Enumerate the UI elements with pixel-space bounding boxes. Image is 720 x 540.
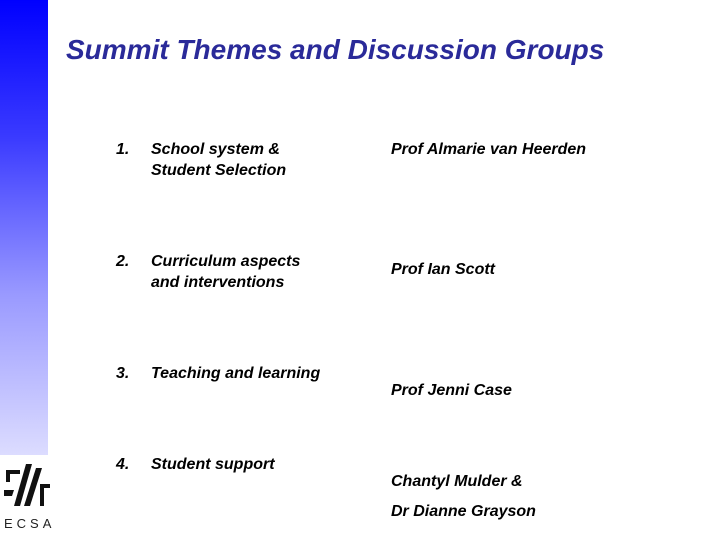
- group-1-number: 1.: [116, 141, 130, 158]
- group-3-topic-line1: Teaching and learning: [151, 365, 321, 382]
- group-2-topic-line2: and interventions: [151, 274, 285, 291]
- group-4-leader-line1: Chantyl Mulder &: [391, 473, 523, 490]
- group-3-number: 3.: [116, 365, 130, 382]
- group-2-number: 2.: [116, 253, 130, 270]
- group-3-leader: Prof Jenni Case: [391, 382, 512, 399]
- group-1-leader: Prof Almarie van Heerden: [391, 141, 587, 158]
- group-2-topic-line1: Curriculum aspects: [151, 253, 301, 270]
- group-1-topic-line2: Student Selection: [151, 162, 287, 179]
- group-2-leader: Prof Ian Scott: [391, 261, 496, 278]
- group-1-topic-line1: School system &: [151, 141, 280, 158]
- group-4-topic-line1: Student support: [151, 456, 275, 473]
- page-title: Summit Themes and Discussion Groups: [66, 34, 605, 65]
- sidebar-gradient: [0, 0, 48, 455]
- group-4-leader-line2: Dr Dianne Grayson: [391, 503, 536, 520]
- logo-text: ECSA: [4, 516, 56, 531]
- group-4-number: 4.: [116, 456, 130, 473]
